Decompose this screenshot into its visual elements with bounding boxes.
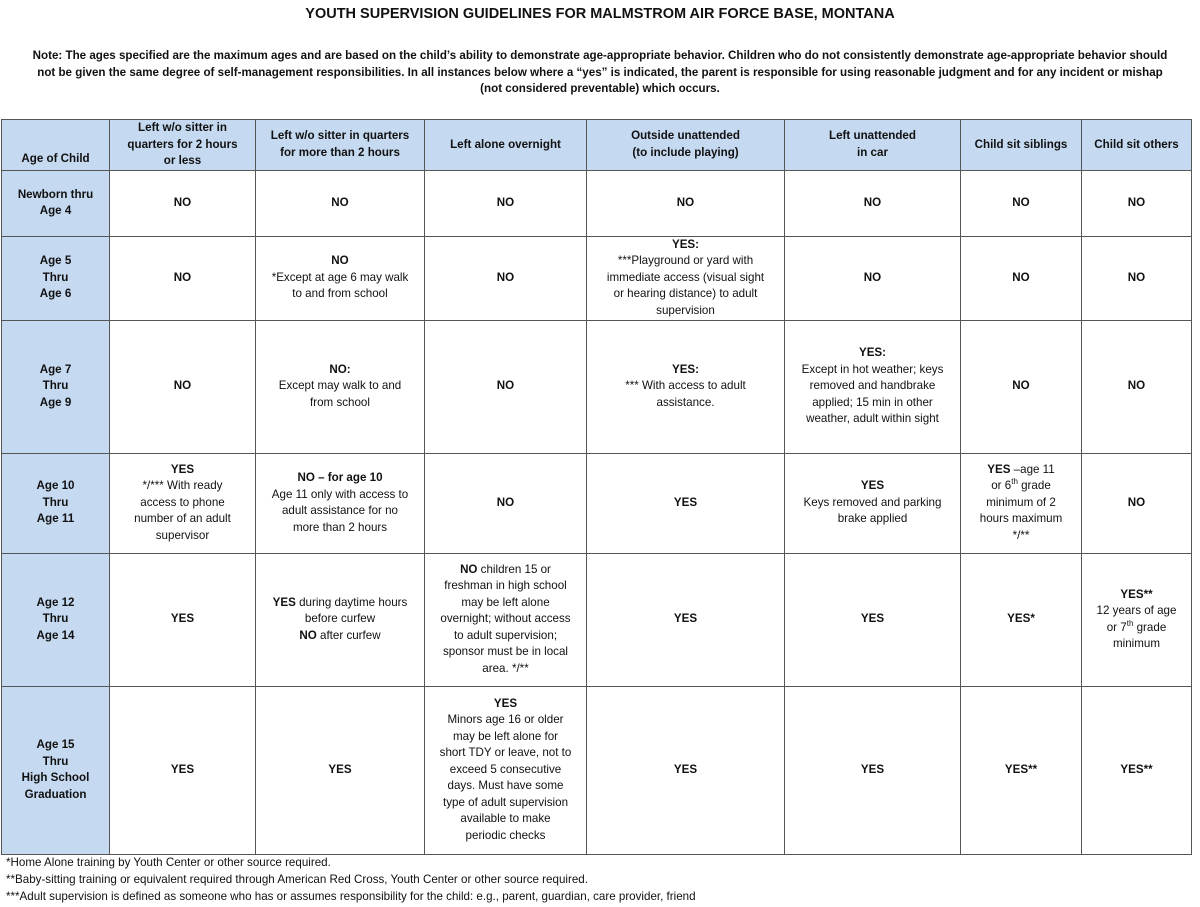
- cell-line: Keys removed and parking: [803, 495, 942, 509]
- cell-answer: NO: [676, 195, 695, 209]
- cell-line: adult assistance for no: [281, 504, 398, 517]
- guideline-cell: [110, 453, 256, 553]
- column-header-line: (to include playing): [632, 145, 739, 159]
- cell-line: exceed 5 consecutive: [449, 762, 562, 776]
- cell-line: [1086, 620, 1187, 637]
- cell-text: –age 11: [1010, 462, 1055, 476]
- ordinal-suffix: th: [1126, 618, 1134, 628]
- cell-text: during daytime hours: [295, 595, 408, 609]
- cell-answer: NO: [496, 495, 515, 509]
- cell-answer: NO: [1127, 495, 1146, 509]
- cell-answer: NO: [331, 195, 349, 209]
- age-group-cell: [2, 553, 110, 686]
- cell-line: supervisor: [155, 528, 210, 542]
- cell-line: to adult supervision;: [453, 628, 558, 642]
- cell-answer: YES: [987, 462, 1011, 476]
- cell-answer: YES: [673, 762, 698, 776]
- guideline-cell: [785, 553, 961, 686]
- cell-text: children 15 or: [477, 562, 551, 576]
- cell-text: after curfew: [316, 628, 381, 642]
- cell-answer: NO: [173, 270, 192, 284]
- column-header-line: Age of Child: [21, 152, 90, 165]
- guideline-cell: [587, 686, 785, 854]
- age-group-line: Thru: [42, 495, 69, 509]
- column-header-line: Child sit siblings: [974, 137, 1068, 151]
- guideline-cell: [425, 686, 587, 854]
- cell-answer: NO: [1127, 195, 1146, 209]
- cell-line: *** With access to adult: [625, 379, 746, 393]
- age-group-cell: [2, 170, 110, 236]
- cell-line: sponsor must be in local: [442, 645, 569, 659]
- age-group-line: Age 7: [39, 362, 72, 376]
- guideline-cell: [961, 236, 1082, 320]
- age-group-line: Age 9: [39, 395, 72, 409]
- guideline-cell: [256, 453, 425, 553]
- guideline-cell: [1082, 453, 1192, 553]
- cell-answer: YES: [170, 462, 195, 476]
- age-group-line: Age 14: [36, 628, 75, 642]
- guideline-cell: [256, 553, 425, 686]
- age-group-line: Age 6: [39, 287, 72, 301]
- cell-answer: YES: [860, 612, 885, 626]
- cell-line: Age 11 only with access to: [271, 487, 409, 501]
- cell-answer: YES: [493, 696, 518, 710]
- column-header-line: Left alone overnight: [450, 137, 561, 151]
- cell-line: [260, 628, 420, 645]
- cell-line: minimum of 2: [986, 495, 1056, 509]
- cell-answer: YES**: [1120, 762, 1153, 776]
- column-header-line: Left w/o sitter in: [138, 121, 227, 134]
- cell-text: or 6: [991, 479, 1012, 493]
- cell-line: available to make: [460, 812, 551, 826]
- guideline-cell: [961, 553, 1082, 686]
- cell-line: Minors age 16 or older: [447, 713, 564, 727]
- guideline-cell: [587, 453, 785, 553]
- cell-answer: YES: [170, 762, 195, 776]
- column-header-line: or less: [163, 154, 202, 167]
- column-header-line: Left w/o sitter in quarters: [270, 129, 410, 143]
- cell-answer: NO: [299, 628, 317, 642]
- age-group-line: Thru: [42, 270, 69, 284]
- cell-line: [260, 595, 420, 612]
- cell-line: */**: [1012, 528, 1030, 542]
- cell-line: to and from school: [292, 287, 388, 301]
- cell-answer: NO: [496, 379, 515, 393]
- guideline-cell: [425, 320, 587, 453]
- cell-answer: YES: [860, 479, 885, 493]
- cell-line: or hearing distance) to adult: [613, 287, 758, 301]
- footnotes: [6, 854, 1196, 905]
- table-row: [2, 320, 1192, 453]
- cell-answer: YES:: [671, 237, 700, 251]
- cell-answer: NO: [173, 195, 192, 209]
- cell-line: weather, adult within sight: [806, 412, 939, 426]
- column-header: [425, 120, 587, 171]
- age-group-line: Newborn thru: [17, 187, 94, 201]
- guideline-cell: [961, 320, 1082, 453]
- table-row: [2, 553, 1192, 686]
- column-header-line: Child sit others: [1094, 137, 1179, 151]
- cell-line: brake applied: [837, 512, 908, 526]
- column-header: [961, 120, 1082, 171]
- footnote-adult-supervision: ***Adult supervision is defined as someone who has or assumes responsibility for the child: e.g., parent, guardian, care provider, friend: [6, 890, 696, 903]
- guideline-cell: [785, 236, 961, 320]
- cell-answer: NO: [1127, 270, 1146, 284]
- guideline-cell: [961, 686, 1082, 854]
- column-header: [785, 120, 961, 171]
- table-body: [2, 170, 1192, 854]
- cell-answer: YES: [673, 612, 698, 626]
- note-line: not be given the same degree of self-management responsibilities. In all instances below where a “yes” is indicated, the parent is responsible for using reasonable judgment and for any incident or mishap: [37, 65, 1163, 79]
- header-row: [2, 120, 1192, 171]
- table-row: [2, 453, 1192, 553]
- table-row: [2, 236, 1192, 320]
- guideline-cell: [110, 553, 256, 686]
- cell-line: */*** With ready: [142, 479, 223, 493]
- guideline-cell: [425, 553, 587, 686]
- cell-line: overnight; without access: [440, 612, 571, 626]
- cell-answer: YES: [673, 495, 698, 509]
- cell-answer: YES: [328, 762, 352, 776]
- column-header-line: Left unattended: [829, 129, 916, 143]
- cell-answer: YES: [860, 762, 885, 776]
- cell-line: before curfew: [304, 612, 376, 626]
- guideline-cell: [256, 236, 425, 320]
- guideline-cell: [1082, 320, 1192, 453]
- table-row: [2, 686, 1192, 854]
- cell-answer: NO: [863, 195, 882, 209]
- cell-answer: NO: [496, 195, 515, 209]
- cell-answer: NO: [1012, 195, 1030, 209]
- guideline-cell: [961, 170, 1082, 236]
- cell-answer: NO: [1012, 379, 1030, 393]
- guideline-cell: [587, 170, 785, 236]
- cell-line: *Except at age 6 may walk: [271, 270, 409, 284]
- cell-line: may be left alone: [461, 595, 550, 609]
- cell-line: may be left alone for: [452, 729, 559, 743]
- cell-line: Except may walk to and: [278, 379, 402, 393]
- guideline-cell: [1082, 170, 1192, 236]
- guideline-cell: [110, 170, 256, 236]
- cell-line: area. */**: [482, 661, 529, 675]
- guideline-cell: [1082, 553, 1192, 686]
- guideline-cell: [785, 453, 961, 553]
- cell-line: periodic checks: [465, 828, 546, 842]
- table-row: [2, 170, 1192, 236]
- cell-answer: YES: [170, 612, 195, 626]
- guideline-cell: [256, 320, 425, 453]
- age-group-cell: [2, 453, 110, 553]
- cell-line: hours maximum: [979, 512, 1063, 526]
- cell-line: minimum: [1112, 637, 1161, 650]
- cell-answer: YES*: [1007, 612, 1035, 626]
- cell-answer: NO: [1012, 270, 1030, 284]
- guideline-cell: [961, 453, 1082, 553]
- age-group-line: Age 11: [36, 512, 75, 526]
- guideline-cell: [1082, 236, 1192, 320]
- age-group-cell: [2, 320, 110, 453]
- cell-line: more than 2 hours: [292, 520, 388, 534]
- cell-answer: NO:: [329, 362, 351, 376]
- guideline-cell: [587, 553, 785, 686]
- age-group-cell: [2, 236, 110, 320]
- guideline-cell: [1082, 686, 1192, 854]
- footnote-baby-sitting: **Baby-sitting training or equivalent required through American Red Cross, Youth Center or other source required.: [6, 873, 588, 886]
- cell-line: type of adult supervision: [442, 795, 569, 809]
- age-group-line: Age 12: [36, 595, 75, 609]
- note-line: Note: The ages specified are the maximum ages and are based on the child’s ability to demonstrate age-appropriate behavior. Children who do not consistently demonstrate age-appropriate behavior should: [32, 49, 1168, 62]
- guideline-cell: [425, 170, 587, 236]
- age-group-line: High School: [21, 771, 90, 784]
- cell-text: grade: [1133, 620, 1167, 634]
- age-group-line: Age 10: [36, 479, 75, 493]
- cell-answer: NO: [496, 270, 515, 284]
- cell-line: ***Playground or yard with: [617, 254, 754, 268]
- cell-line: short TDY or leave, not to: [439, 746, 572, 760]
- cell-line: applied; 15 min in other: [812, 395, 933, 409]
- cell-line: [965, 462, 1077, 479]
- column-header-line: for more than 2 hours: [280, 145, 400, 159]
- column-header: [256, 120, 425, 171]
- guideline-cell: [425, 453, 587, 553]
- cell-line: access to phone: [140, 495, 225, 509]
- cell-line: freshman in high school: [444, 579, 567, 593]
- cell-line: number of an adult: [134, 512, 231, 526]
- cell-line: days. Must have some: [447, 779, 564, 793]
- age-group-line: Age 5: [39, 254, 72, 268]
- column-header-line: in car: [857, 145, 888, 159]
- column-header-line: Outside unattended: [631, 129, 740, 143]
- guideline-cell: [110, 320, 256, 453]
- cell-answer: NO: [863, 270, 882, 284]
- column-header: [587, 120, 785, 171]
- age-group-line: Age 15: [36, 738, 75, 751]
- cell-text: or 7: [1106, 620, 1127, 634]
- age-group-line: Thru: [42, 612, 69, 626]
- cell-line: [965, 478, 1077, 495]
- supervision-table: [1, 119, 1192, 855]
- cell-line: supervision: [656, 303, 715, 317]
- guideline-cell: [785, 686, 961, 854]
- age-group-cell: [2, 686, 110, 854]
- cell-answer: YES:: [858, 346, 887, 360]
- age-group-line: Graduation: [24, 787, 87, 801]
- cell-answer: NO: [1127, 379, 1146, 393]
- guideline-cell: [256, 170, 425, 236]
- cell-answer: NO: [331, 254, 349, 268]
- age-group-line: Thru: [42, 379, 69, 393]
- guideline-cell: [785, 170, 961, 236]
- age-group-line: Age 4: [39, 204, 72, 217]
- cell-text: grade: [1017, 479, 1051, 493]
- cell-answer: NO – for age 10: [297, 471, 383, 484]
- cell-answer: NO: [173, 379, 192, 393]
- footnote-home-alone: *Home Alone training by Youth Center or other source required.: [6, 856, 331, 869]
- cell-answer: YES**: [1120, 587, 1153, 601]
- cell-line: assistance.: [656, 395, 715, 409]
- column-header: [110, 120, 256, 171]
- cell-line: immediate access (visual sight: [606, 270, 765, 284]
- column-header: [2, 120, 110, 171]
- cell-answer: YES**: [1004, 762, 1038, 776]
- cell-line: 12 years of age: [1096, 604, 1177, 617]
- document-note: [8, 48, 1192, 98]
- guideline-cell: [110, 236, 256, 320]
- cell-line: Except in hot weather; keys: [801, 362, 944, 376]
- cell-answer: YES: [272, 595, 296, 609]
- cell-answer: YES:: [671, 362, 700, 376]
- cell-line: from school: [310, 395, 370, 409]
- guideline-cell: [256, 686, 425, 854]
- column-header-line: quarters for 2 hours: [127, 137, 238, 151]
- note-line: (not considered preventable) which occurs.: [480, 82, 720, 95]
- guideline-cell: [425, 236, 587, 320]
- column-header: [1082, 120, 1192, 171]
- guideline-cell: [587, 320, 785, 453]
- document-title: YOUTH SUPERVISION GUIDELINES FOR MALMSTROM AIR FORCE BASE, MONTANA: [305, 6, 895, 22]
- cell-line: [429, 562, 582, 579]
- age-group-line: Thru: [42, 754, 69, 768]
- ordinal-suffix: th: [1011, 477, 1018, 487]
- guideline-cell: [110, 686, 256, 854]
- guideline-cell: [587, 236, 785, 320]
- guideline-cell: [785, 320, 961, 453]
- cell-line: removed and handbrake: [809, 379, 936, 393]
- cell-answer: NO: [460, 562, 478, 576]
